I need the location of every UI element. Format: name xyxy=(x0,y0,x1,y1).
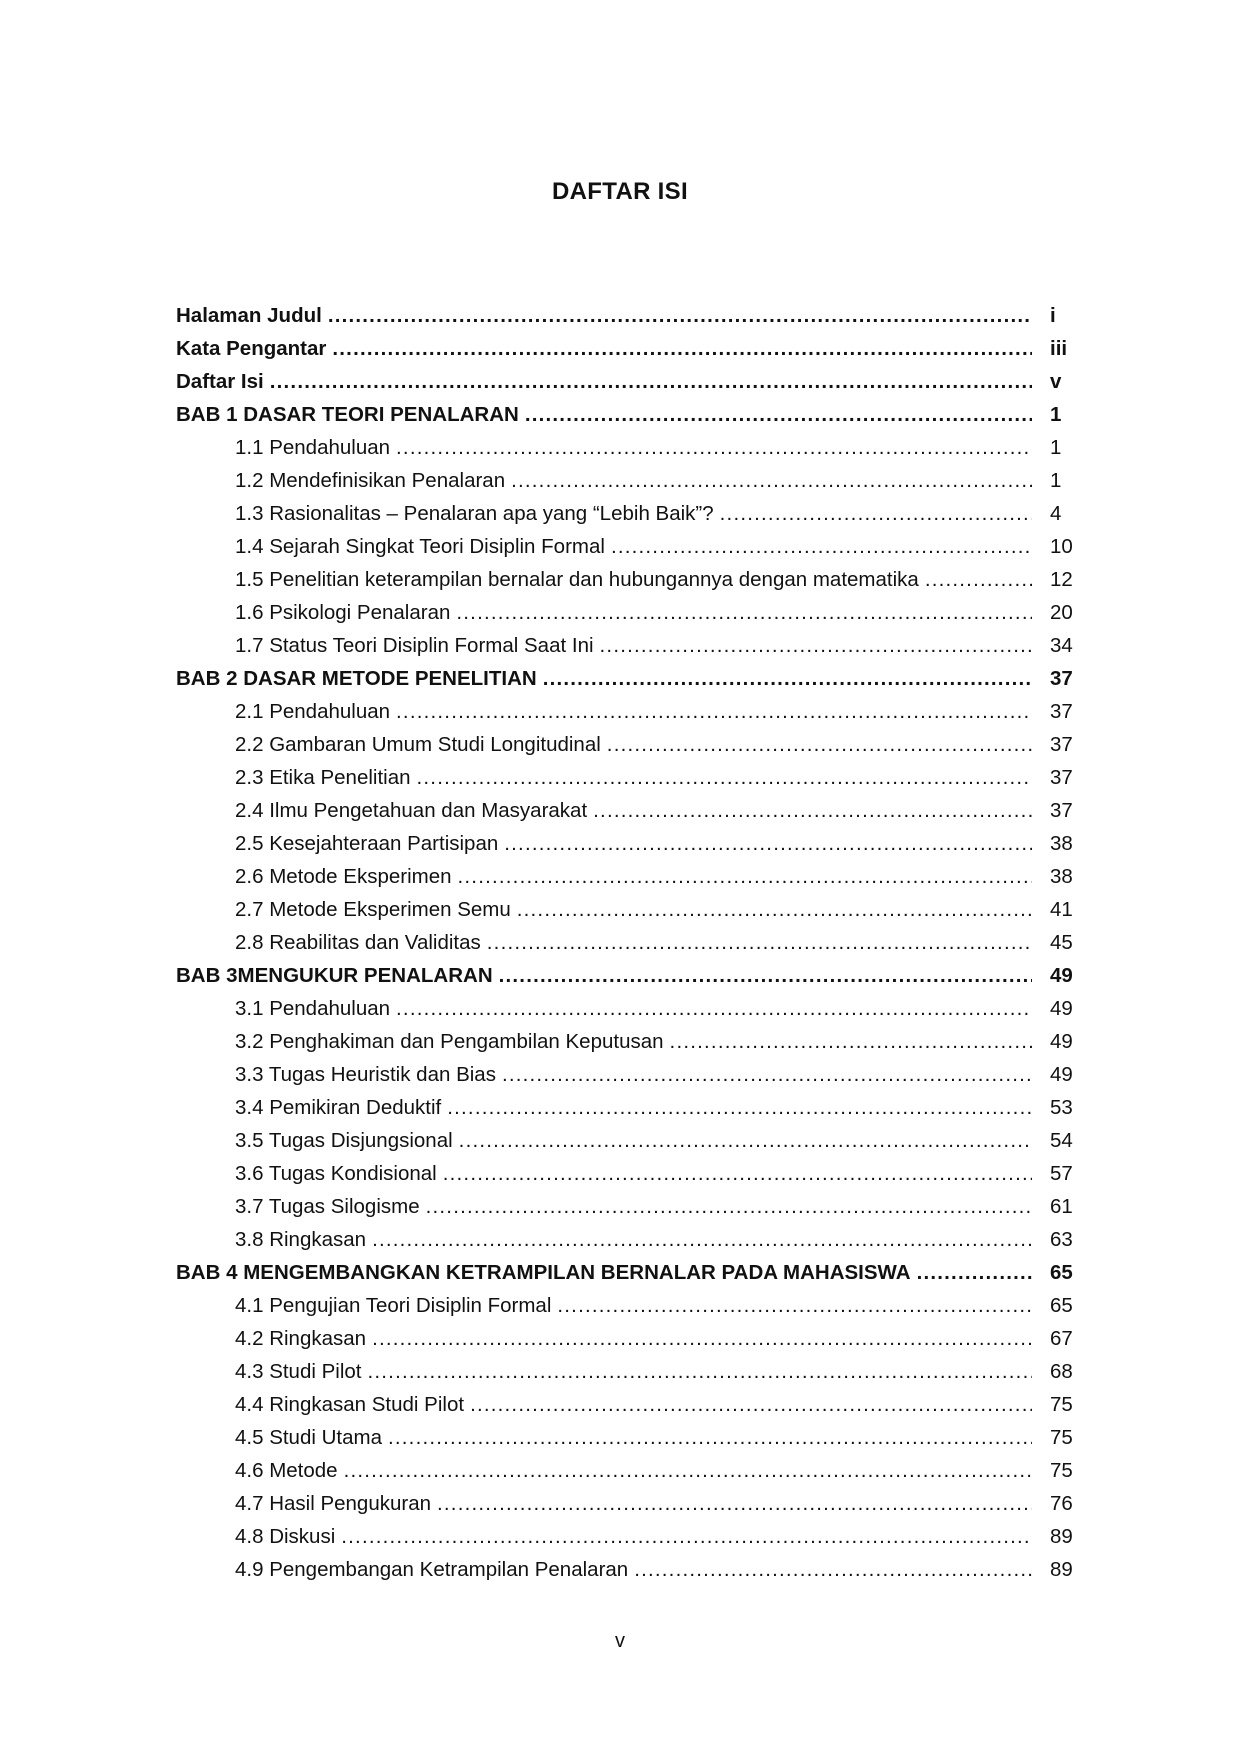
toc-entry-left xyxy=(176,1355,1032,1388)
toc-section-row xyxy=(176,1124,1090,1157)
toc-dot-leader xyxy=(372,1322,1032,1355)
toc-entry-left xyxy=(176,563,1032,596)
toc-section-row xyxy=(176,695,1090,728)
toc-section-row xyxy=(176,530,1090,563)
toc-entry-label: 1.6 Psikologi Penalaran xyxy=(235,601,451,624)
toc-entry-label: 4.3 Studi Pilot xyxy=(235,1360,362,1383)
toc-dot-leader xyxy=(502,1058,1032,1091)
toc-dot-leader xyxy=(670,1025,1032,1058)
toc-entry-label: BAB 1 DASAR TEORI PENALARAN xyxy=(176,403,519,426)
toc-section-row xyxy=(176,1091,1090,1124)
toc-section-row xyxy=(176,1223,1090,1256)
toc-entry-label: BAB 3MENGUKUR PENALARAN xyxy=(176,964,493,987)
toc-section-row xyxy=(176,563,1090,596)
toc-dot-leader xyxy=(447,1091,1032,1124)
toc-entry-label: 1.3 Rasionalitas – Penalaran apa yang “Lebih Baik”? xyxy=(235,502,714,525)
toc-dot-leader xyxy=(611,530,1032,563)
toc-dot-leader xyxy=(437,1487,1032,1520)
toc-dot-leader xyxy=(443,1157,1032,1190)
toc-dot-leader xyxy=(270,365,1032,398)
toc-dot-leader xyxy=(417,761,1032,794)
toc-entry-page: 37 xyxy=(1050,700,1073,723)
toc-section-row xyxy=(176,1322,1090,1355)
toc-entry-page: 65 xyxy=(1050,1261,1073,1284)
toc-entry-label: 4.6 Metode xyxy=(235,1459,338,1482)
toc-entry-left xyxy=(176,530,1032,563)
toc-entry-page: 61 xyxy=(1050,1195,1073,1218)
toc-entry-page: 37 xyxy=(1050,799,1073,822)
toc-dot-leader xyxy=(388,1421,1032,1454)
toc-entry-page: 49 xyxy=(1050,1063,1073,1086)
toc-entry-label: 4.9 Pengembangan Ketrampilan Penalaran xyxy=(235,1558,629,1581)
toc-entry-page: 89 xyxy=(1050,1558,1073,1581)
toc-dot-leader xyxy=(459,1124,1032,1157)
toc-entry-left xyxy=(176,926,1032,959)
toc-entry-left xyxy=(176,1058,1032,1091)
toc-dot-leader xyxy=(511,464,1032,497)
toc-entry-page: 12 xyxy=(1050,568,1073,591)
toc-section-row xyxy=(176,1058,1090,1091)
toc-entry-label: BAB 2 DASAR METODE PENELITIAN xyxy=(176,667,537,690)
toc-entry-page: 20 xyxy=(1050,601,1073,624)
toc-section-row xyxy=(176,464,1090,497)
toc-section-row xyxy=(176,827,1090,860)
toc-entry-left xyxy=(176,1190,1032,1223)
toc-entry-left xyxy=(176,464,1032,497)
toc-entry-left xyxy=(176,959,1032,992)
toc-entry-page: 38 xyxy=(1050,832,1073,855)
toc-entry-left xyxy=(176,1322,1032,1355)
toc-entry-label: 3.8 Ringkasan xyxy=(235,1228,367,1251)
toc-entry-page: 41 xyxy=(1050,898,1073,921)
toc-entry-page: 10 xyxy=(1050,535,1073,558)
toc-entry-left xyxy=(176,629,1032,662)
toc-dot-leader xyxy=(470,1388,1032,1421)
toc-section-row xyxy=(176,1025,1090,1058)
toc-chapter-row xyxy=(176,398,1090,431)
toc-section-row xyxy=(176,1421,1090,1454)
toc-entry-left xyxy=(176,827,1032,860)
toc-entry-page: 67 xyxy=(1050,1327,1073,1350)
toc-entry-page: 37 xyxy=(1050,733,1073,756)
toc-dot-leader xyxy=(517,893,1032,926)
toc-entry-left xyxy=(176,1388,1032,1421)
toc-section-row xyxy=(176,497,1090,530)
toc-section-row xyxy=(176,893,1090,926)
toc-entry-label: 3.6 Tugas Kondisional xyxy=(235,1162,437,1185)
toc-dot-leader xyxy=(368,1355,1033,1388)
toc-entry-left xyxy=(176,1025,1032,1058)
page-title: DAFTAR ISI xyxy=(552,178,688,205)
toc-dot-leader xyxy=(600,629,1032,662)
toc-section-row xyxy=(176,1388,1090,1421)
toc-section-row xyxy=(176,728,1090,761)
toc-entry-left xyxy=(176,1091,1032,1124)
toc-dot-leader xyxy=(344,1454,1032,1487)
toc-entry-left xyxy=(176,1520,1032,1553)
toc-entry-label: 4.7 Hasil Pengukuran xyxy=(235,1492,432,1515)
toc-dot-leader xyxy=(607,728,1032,761)
toc-dot-leader xyxy=(372,1223,1032,1256)
toc-section-row xyxy=(176,992,1090,1025)
toc-entry-page: i xyxy=(1050,304,1056,327)
toc-dot-leader xyxy=(593,794,1032,827)
toc-entry-label: 4.5 Studi Utama xyxy=(235,1426,382,1449)
toc-entry-page: 65 xyxy=(1050,1294,1073,1317)
toc-entry-label: 1.5 Penelitian keterampilan bernalar dan hubungannya dengan matematika xyxy=(235,568,919,591)
toc-entry-left xyxy=(176,1256,1032,1289)
toc-dot-leader xyxy=(332,332,1032,365)
toc-entry-page: 75 xyxy=(1050,1426,1073,1449)
toc-entry-page: 37 xyxy=(1050,766,1073,789)
toc-dot-leader xyxy=(525,398,1032,431)
toc-entry-left xyxy=(176,794,1032,827)
toc-dot-leader xyxy=(458,860,1032,893)
toc-entry-label: 3.2 Penghakiman dan Pengambilan Keputusan xyxy=(235,1030,664,1053)
toc-section-row xyxy=(176,1553,1090,1586)
toc-entry-label: 4.4 Ringkasan Studi Pilot xyxy=(235,1393,465,1416)
toc-entry-label: 2.5 Kesejahteraan Partisipan xyxy=(235,832,499,855)
toc-dot-leader xyxy=(487,926,1032,959)
toc-dot-leader xyxy=(396,992,1032,1025)
toc-entry-page: 57 xyxy=(1050,1162,1073,1185)
toc-dot-leader xyxy=(720,497,1032,530)
toc-entry-left xyxy=(176,728,1032,761)
toc-dot-leader xyxy=(426,1190,1032,1223)
toc-section-row xyxy=(176,1487,1090,1520)
toc-entry-label: 1.4 Sejarah Singkat Teori Disiplin Formal xyxy=(235,535,605,558)
toc-dot-leader xyxy=(634,1553,1032,1586)
toc-entry-page: 75 xyxy=(1050,1459,1073,1482)
toc-entry-left xyxy=(176,497,1032,530)
toc-entry-label: 4.2 Ringkasan xyxy=(235,1327,367,1350)
toc-entry-label: BAB 4 MENGEMBANGKAN KETRAMPILAN BERNALAR PADA MAHASISWA xyxy=(176,1261,911,1284)
toc-entry-page: 53 xyxy=(1050,1096,1073,1119)
toc-entry-label: 3.1 Pendahuluan xyxy=(235,997,391,1020)
toc-section-row xyxy=(176,794,1090,827)
toc-entry-page: 49 xyxy=(1050,964,1073,987)
toc-entry-page: 76 xyxy=(1050,1492,1073,1515)
toc-chapter-row xyxy=(176,662,1090,695)
toc-dot-leader xyxy=(328,299,1032,332)
toc-dot-leader xyxy=(499,959,1032,992)
toc-entry-left xyxy=(176,662,1032,695)
toc-entry-left xyxy=(176,398,1032,431)
toc-entry-page: v xyxy=(1050,370,1062,393)
toc-entry-label: 2.8 Reabilitas dan Validitas xyxy=(235,931,481,954)
toc-entry-left xyxy=(176,992,1032,1025)
toc-entry-label: 1.1 Pendahuluan xyxy=(235,436,391,459)
toc-entry-page: 49 xyxy=(1050,1030,1073,1053)
toc-entry-label: 2.7 Metode Eksperimen Semu xyxy=(235,898,511,921)
toc-dot-leader xyxy=(925,563,1032,596)
toc-dot-leader xyxy=(396,431,1032,464)
toc-dot-leader xyxy=(341,1520,1032,1553)
toc-dot-leader xyxy=(557,1289,1032,1322)
toc-entry-label: 3.4 Pemikiran Deduktif xyxy=(235,1096,442,1119)
toc-entry-label: 4.1 Pengujian Teori Disiplin Formal xyxy=(235,1294,552,1317)
toc-entry-label: 3.3 Tugas Heuristik dan Bias xyxy=(235,1063,496,1086)
page-number: v xyxy=(615,1630,625,1652)
toc-entry-page: 37 xyxy=(1050,667,1073,690)
toc-section-row xyxy=(176,1355,1090,1388)
toc-dot-leader xyxy=(456,596,1032,629)
toc-entry-left xyxy=(176,1421,1032,1454)
toc-section-row xyxy=(176,926,1090,959)
toc-section-row xyxy=(176,761,1090,794)
toc-section-row xyxy=(176,596,1090,629)
toc-entry-label: 2.6 Metode Eksperimen xyxy=(235,865,452,888)
toc-dot-leader xyxy=(396,695,1032,728)
toc-entry-left xyxy=(176,299,1032,332)
toc-entry-page: 34 xyxy=(1050,634,1073,657)
toc-entry-page: iii xyxy=(1050,337,1068,360)
toc-entry-page: 1 xyxy=(1050,469,1062,492)
toc-entry-label: 2.2 Gambaran Umum Studi Longitudinal xyxy=(235,733,601,756)
toc-section-row xyxy=(176,860,1090,893)
table-of-contents xyxy=(176,299,1090,1586)
toc-entry-label: 2.1 Pendahuluan xyxy=(235,700,391,723)
toc-entry-label: Kata Pengantar xyxy=(176,337,327,360)
toc-entry-page: 54 xyxy=(1050,1129,1073,1152)
toc-entry-page: 75 xyxy=(1050,1393,1073,1416)
toc-section-row xyxy=(176,1190,1090,1223)
toc-entry-left xyxy=(176,596,1032,629)
toc-entry-label: 2.4 Ilmu Pengetahuan dan Masyarakat xyxy=(235,799,588,822)
toc-entry-left xyxy=(176,1454,1032,1487)
toc-entry-left xyxy=(176,1223,1032,1256)
toc-entry-page: 1 xyxy=(1050,403,1062,426)
toc-entry-label: 3.5 Tugas Disjungsional xyxy=(235,1129,453,1152)
toc-entry-left xyxy=(176,1157,1032,1190)
toc-entry-page: 63 xyxy=(1050,1228,1073,1251)
toc-chapter-row xyxy=(176,365,1090,398)
toc-dot-leader xyxy=(504,827,1032,860)
toc-entry-left xyxy=(176,1553,1032,1586)
toc-entry-left xyxy=(176,695,1032,728)
toc-entry-page: 4 xyxy=(1050,502,1062,525)
toc-entry-label: 1.2 Mendefinisikan Penalaran xyxy=(235,469,506,492)
toc-chapter-row xyxy=(176,299,1090,332)
toc-section-row xyxy=(176,1289,1090,1322)
toc-entry-page: 89 xyxy=(1050,1525,1073,1548)
toc-section-row xyxy=(176,629,1090,662)
toc-entry-page: 45 xyxy=(1050,931,1073,954)
toc-entry-left xyxy=(176,365,1032,398)
toc-section-row xyxy=(176,1157,1090,1190)
toc-section-row xyxy=(176,431,1090,464)
toc-entry-left xyxy=(176,431,1032,464)
toc-dot-leader xyxy=(543,662,1032,695)
toc-entry-left xyxy=(176,860,1032,893)
toc-entry-left xyxy=(176,1124,1032,1157)
toc-entry-page: 49 xyxy=(1050,997,1073,1020)
toc-entry-page: 68 xyxy=(1050,1360,1073,1383)
toc-entry-left xyxy=(176,761,1032,794)
toc-entry-label: 2.3 Etika Penelitian xyxy=(235,766,411,789)
toc-chapter-row xyxy=(176,959,1090,992)
toc-entry-label: 1.7 Status Teori Disiplin Formal Saat Ini xyxy=(235,634,594,657)
toc-entry-left xyxy=(176,332,1032,365)
toc-entry-label: 3.7 Tugas Silogisme xyxy=(235,1195,420,1218)
toc-entry-label: Halaman Judul xyxy=(176,304,322,327)
toc-chapter-row xyxy=(176,332,1090,365)
toc-entry-left xyxy=(176,1289,1032,1322)
toc-entry-left xyxy=(176,893,1032,926)
toc-entry-page: 1 xyxy=(1050,436,1062,459)
toc-section-row xyxy=(176,1454,1090,1487)
toc-dot-leader xyxy=(917,1256,1032,1289)
toc-entry-page: 38 xyxy=(1050,865,1073,888)
toc-entry-left xyxy=(176,1487,1032,1520)
toc-entry-label: 4.8 Diskusi xyxy=(235,1525,336,1548)
toc-chapter-row xyxy=(176,1256,1090,1289)
toc-entry-label: Daftar Isi xyxy=(176,370,264,393)
toc-section-row xyxy=(176,1520,1090,1553)
